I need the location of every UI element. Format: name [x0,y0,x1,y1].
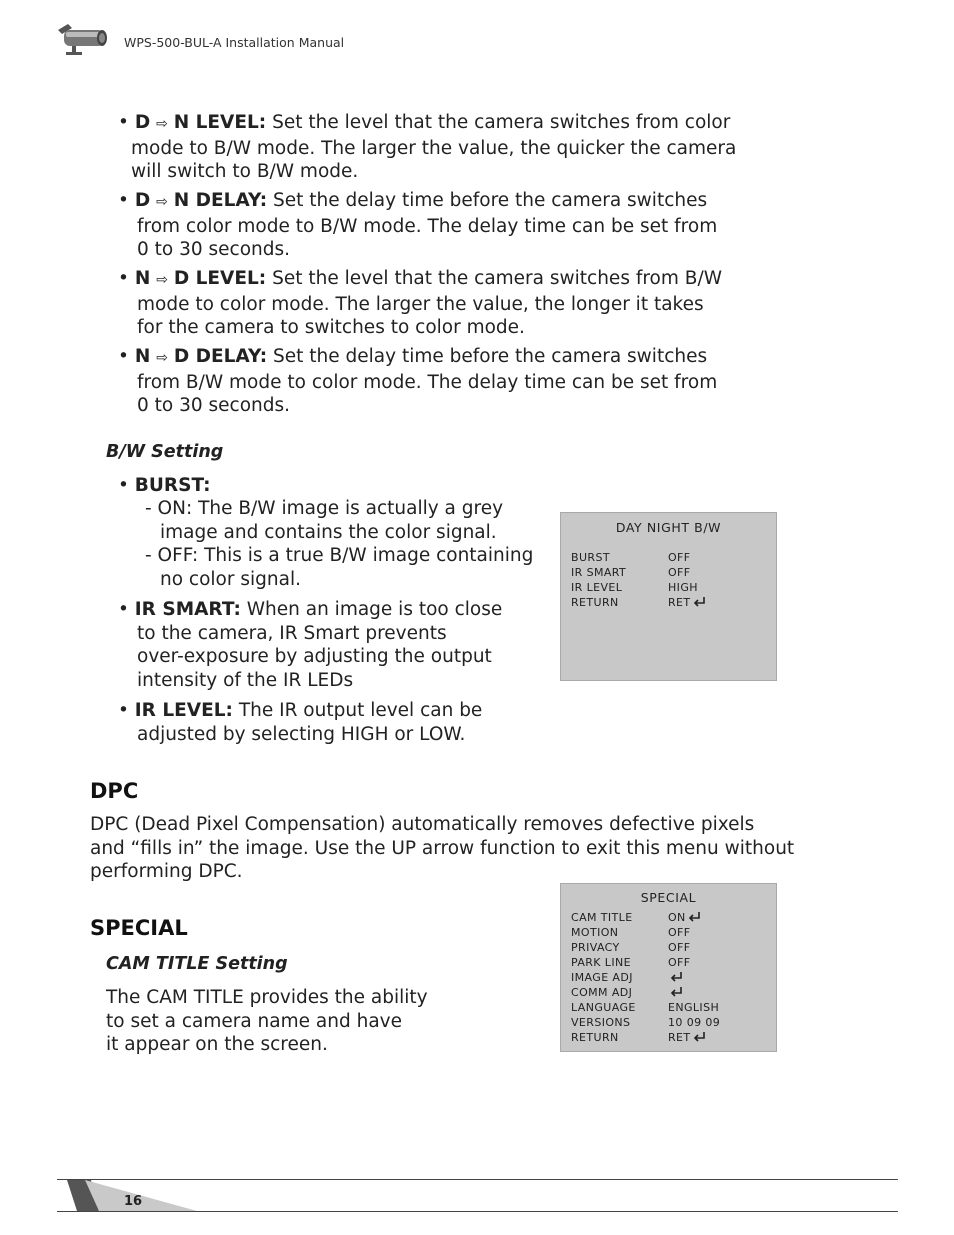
osd-title: SPECIAL [640,890,697,905]
ir-level-bullet: • IR LEVEL: The IR output level can be adjusted by selecting HIGH or LOW. [118,700,483,745]
arrow-right-icon: ⇨ [156,116,168,132]
camera-icon [52,20,112,56]
enter-arrow-icon [688,911,702,923]
page-number: 16 [124,1194,143,1209]
burst-bullet: • BURST: [118,475,211,496]
cam-title-heading: CAM TITLE Setting [106,954,288,974]
enter-arrow-icon [693,596,707,608]
footer-rule-bottom [57,1211,898,1212]
osd-special: SPECIAL CAM TITLE ON MOTION OFF PRIVACY OFF PARK LINE OFF IMAGE ADJ COMM ADJ LANGUAGE ENGLISH VERSIONS 10 09 09 RETURN RET [560,883,777,1052]
dn-bullet-2: • D ⇨ N DELAY: Set the delay time before the camera switches from color mode to B/W mode. The delay time can be set from 0 to 30 seconds. [118,190,718,260]
ir-smart-bullet: • IR SMART: When an image is too close to the camera, IR Smart prevents over-exposure by adjusting the output intensity of the IR LEDs [118,599,503,691]
arrow-right-icon: ⇨ [156,272,168,288]
dn-bullet-4: • N ⇨ D DELAY: Set the delay time before the camera switches from B/W mode to color mode. The delay time can be set from 0 to 30 seconds. [118,346,718,416]
dpc-paragraph: DPC (Dead Pixel Compensation) automatically removes defective pixels and “fills in” the image. Use the UP arrow function to exit this menu without performing DPC. [90,814,795,882]
cam-title-paragraph: The CAM TITLE provides the ability to set a camera name and have it appear on the screen. [106,987,428,1055]
special-heading: SPECIAL [90,916,188,940]
dpc-heading: DPC [90,779,139,803]
burst-on-item: - ON: The B/W image is actually a grey image and contains the color signal. [145,498,504,543]
bw-setting-heading: B/W Setting [106,442,224,462]
enter-arrow-icon [693,1031,707,1043]
enter-arrow-icon [670,986,684,998]
osd-day-night-bw: DAY NIGHT B/W BURST OFF IR SMART OFF IR LEVEL HIGH RETURN RET [560,512,777,681]
arrow-right-icon: ⇨ [156,350,168,366]
enter-arrow-icon [670,971,684,983]
dn-bullet-1: • D ⇨ N LEVEL: Set the level that the camera switches from color mode to B/W mode. The larger the value, the quicker the camera will switch to B/W mode. [118,112,737,182]
burst-off-item: - OFF: This is a true B/W image containing no color signal. [145,545,534,590]
header-title: WPS-500-BUL-A Installation Manual [124,35,345,50]
osd-title: DAY NIGHT B/W [615,520,722,535]
arrow-right-icon: ⇨ [156,194,168,210]
dn-bullet-3: • N ⇨ D LEVEL: Set the level that the camera switches from B/W mode to color mode. The larger the value, the longer it takes for the camera to switches to color mode. [118,268,722,338]
